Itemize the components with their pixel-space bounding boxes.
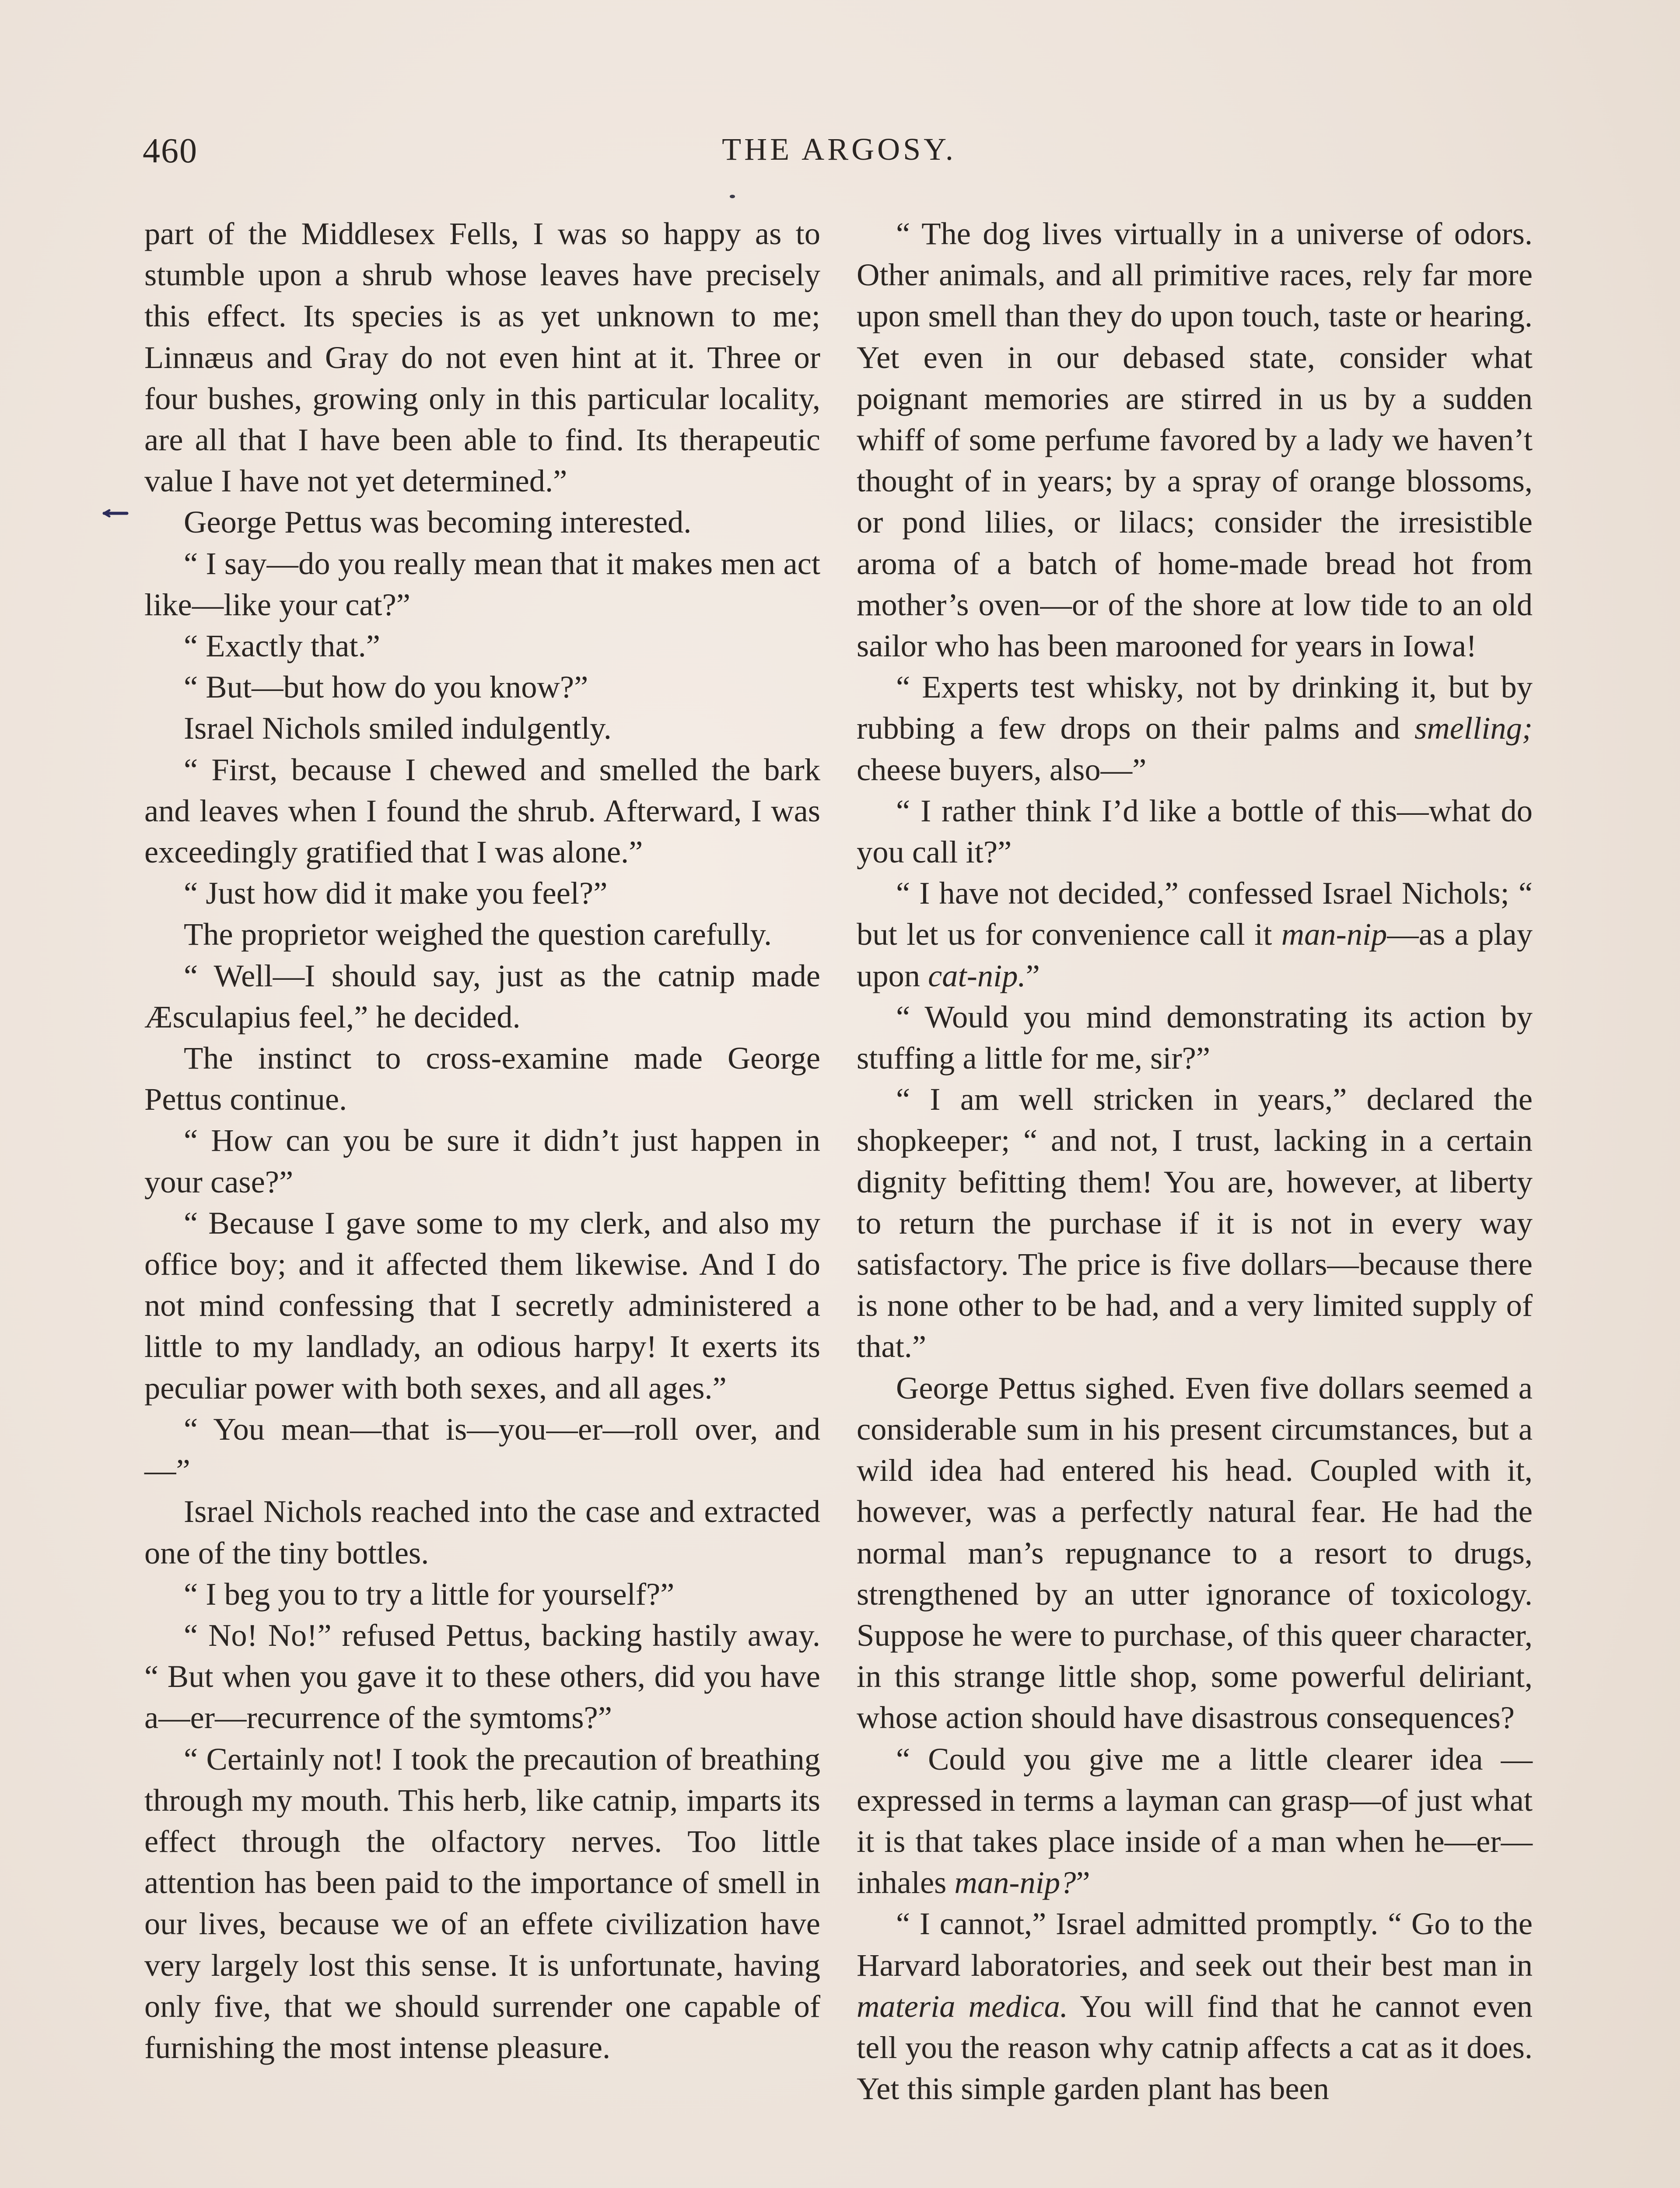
- paragraph: part of the Middlesex Fells, I was so happy as to stumble upon a shrub whose leaves have precisely this effect. Its species is as yet unknown to me; Linnæus and Gray do not even hint at it. Three or four bushes, growing only in this particular locality, are all that I have been able to find. Its therapeutic value I have not yet determined.”: [144, 216, 820, 499]
- paragraph: Israel Nichols smiled indulgently.: [184, 710, 612, 746]
- paragraph: “ I cannot,” Israel admitted promptly. “ Go to the Harvard laboratories, and seek out their best man in materia medica. You will find that he cannot even tell you the reason why catnip affects a cat as it does. Yet this simple garden plant has been: [857, 1906, 1533, 2107]
- paragraph: “ Because I gave some to my clerk, and also my office boy; and it affected them likewise. And I do not mind confessing that I secretly administered a little to my landlady, an odious harpy! It exerts its peculiar power with both sexes, and all ages.”: [144, 1205, 820, 1406]
- paragraph: “ I beg you to try a little for yourself?”: [184, 1576, 675, 1612]
- paragraph: George Pettus sighed. Even five dollars seemed a considerable sum in his present circumstances, but a wild idea had entered his head. Coupled with it, however, was a perfectly natural fear. He had the normal man’s repugnance to a resort to drugs, strengthened by an utter ignorance of toxicology. Suppose he were to purchase, of this queer character, in this strange little shop, some powerful deliriant, whose action should have disastrous consequences?: [857, 1370, 1533, 1736]
- paragraph: The proprietor weighed the question carefully.: [184, 916, 772, 952]
- paragraph: “ How can you be sure it didn’t just happen in your case?”: [144, 1122, 820, 1199]
- paragraph: The instinct to cross-examine made George Pettus continue.: [144, 1040, 820, 1117]
- paragraph: “ I say—do you really mean that it makes men act like—like your cat?”: [144, 545, 820, 622]
- paragraph: “ You mean—that is—you—er—roll over, and—”: [144, 1411, 820, 1488]
- paragraph: “ The dog lives virtually in a universe of odors. Other animals, and all primitive races, rely far more upon smell than they do upon touch, taste or hearing. Yet even in our debased state, consider what poignant memories are stirred in us by a sudden whiff of some perfume favored by a lady we haven’t thought of in years; by a spray of orange blossoms, or pond lilies, or lilacs; consider the irresistible aroma of a batch of home-made bread hot from mother’s oven—or of the shore at low tide to an old sailor who has been marooned for years in Iowa!: [857, 216, 1533, 664]
- paragraph: “ Could you give me a little clearer idea —expressed in terms a layman can grasp—of just what it is that takes place inside of a man when he—er—inhales man-nip?”: [857, 1741, 1533, 1900]
- paragraph: “ Well—I should say, just as the catnip made Æsculapius feel,” he decided.: [144, 957, 820, 1034]
- paragraph: “ No! No!” refused Pettus, backing hastily away. “ But when you gave it to these others, did you have a—er—recurrence of the symtoms?”: [144, 1617, 820, 1736]
- paragraph: “ Would you mind demonstrating its action by stuffing a little for me, sir?”: [857, 999, 1533, 1076]
- paragraph: “ I am well stricken in years,” declared the shopkeeper; “ and not, I trust, lacking in a certain dignity befitting them! You are, however, at liberty to return the purchase if it is not in every way satisfactory. The price is five dollars—because there is none other to be had, and a very limited supply of that.”: [857, 1081, 1533, 1364]
- paragraph: “ First, because I chewed and smelled the bark and leaves when I found the shrub. Afterward, I was exceedingly gratified that I was alone.”: [144, 751, 820, 870]
- right-column: [857, 213, 1533, 2109]
- paragraph: Israel Nichols reached into the case and extracted one of the tiny bottles.: [144, 1494, 820, 1571]
- paragraph: “ I have not decided,” confessed Israel Nichols; “ but let us for convenience call it man-nip—as a play upon cat-nip.”: [857, 875, 1533, 993]
- paragraph: “ But—but how do you know?”: [184, 669, 588, 705]
- ink-speck: [730, 195, 735, 198]
- paragraph: George Pettus was becoming interested.: [184, 504, 692, 540]
- paragraph: “ Exactly that.”: [184, 628, 380, 664]
- pencil-margin-mark: [102, 508, 129, 518]
- paragraph: “ I rather think I’d like a bottle of this—what do you call it?”: [857, 792, 1533, 870]
- left-column: [144, 213, 820, 2068]
- paragraph: “ Just how did it make you feel?”: [184, 875, 608, 911]
- paragraph: “ Certainly not! I took the precaution of breathing through my mouth. This herb, like catnip, imparts its effect through the olfactory nerves. Too little attention has been paid to the importance of smell in our lives, because we of an effete civilization have very largely lost this sense. It is unfortunate, having only five, that we should surrender one capable of furnishing the most intense pleasure.: [144, 1741, 820, 2065]
- running-head: THE ARGOSY.: [722, 132, 956, 167]
- page-number: 460: [143, 132, 198, 170]
- paragraph: “ Experts test whisky, not by drinking it, but by rubbing a few drops on their palms and smelling; cheese buyers, also—”: [857, 669, 1533, 787]
- page-header: [143, 131, 1536, 179]
